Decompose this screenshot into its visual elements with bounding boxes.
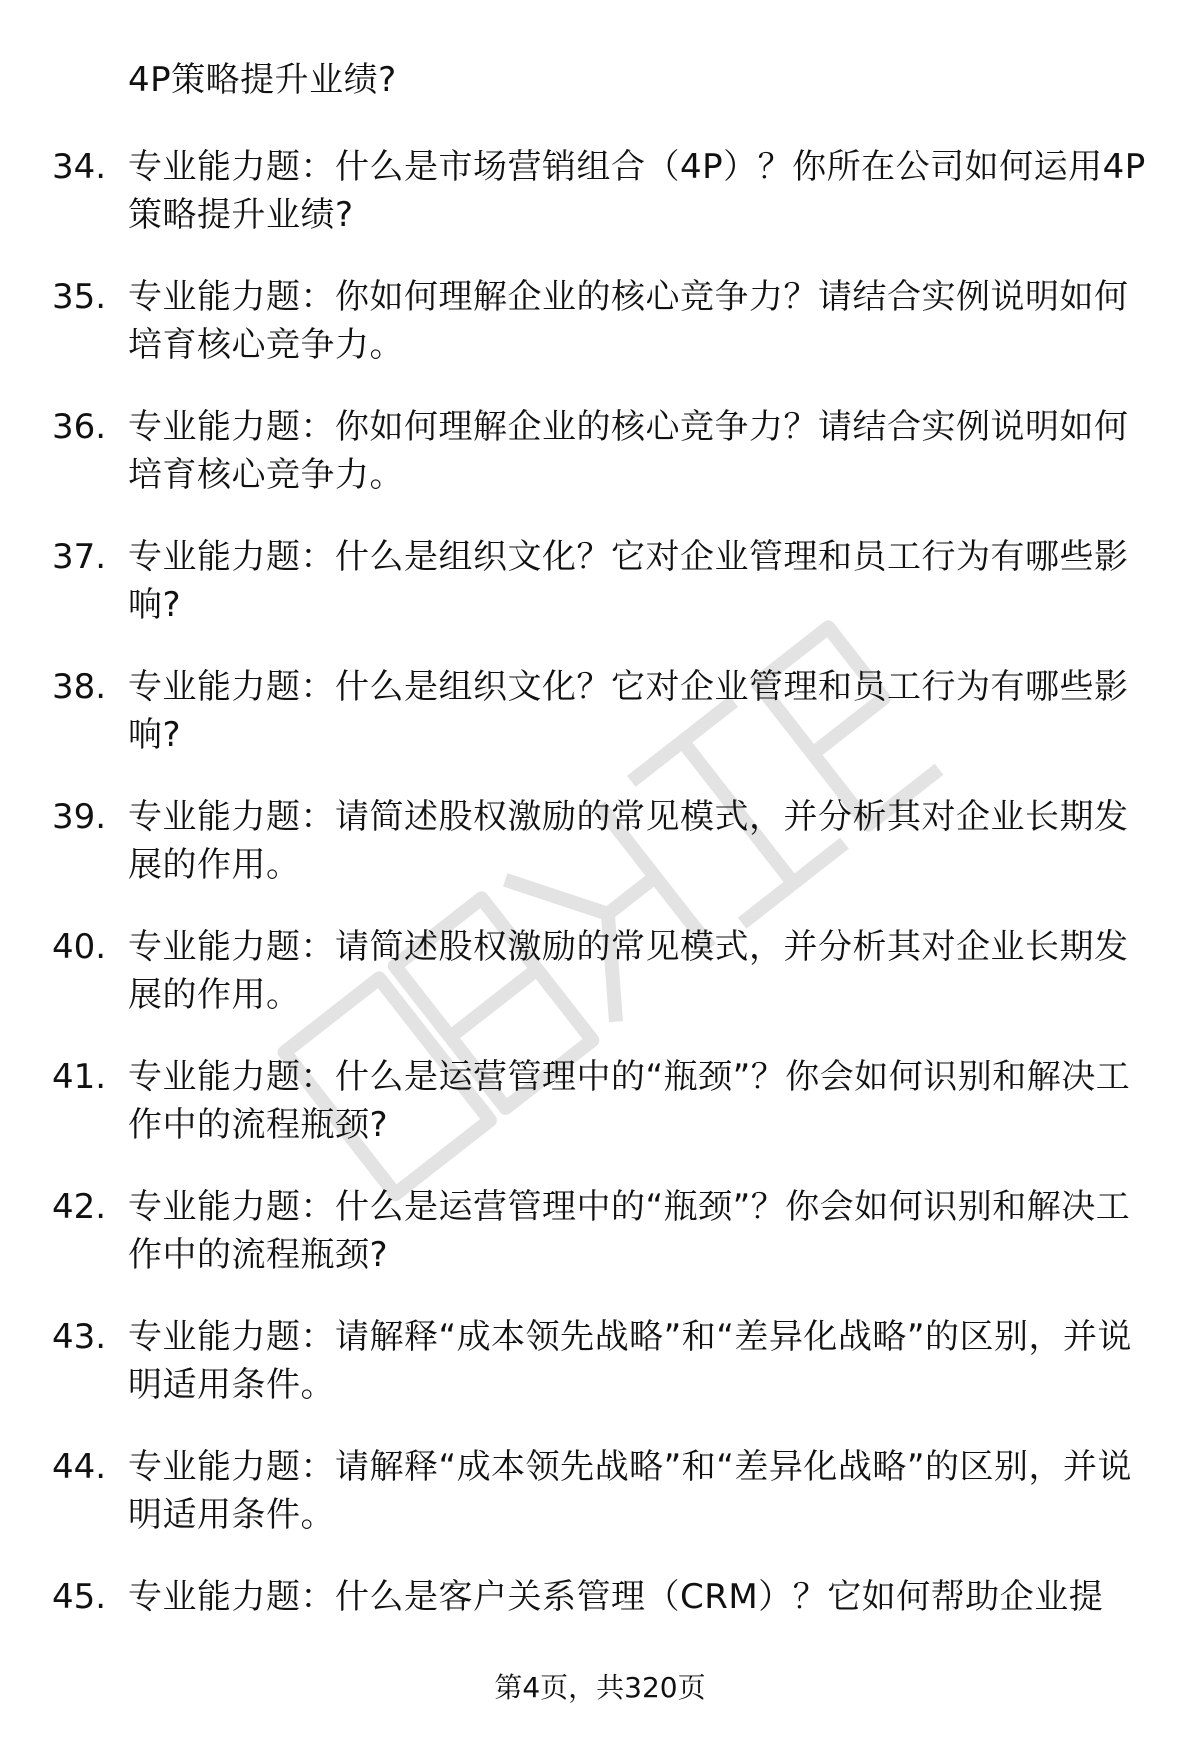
question-number: 35. xyxy=(52,277,107,317)
question-number: 41. xyxy=(52,1057,107,1097)
question-text: 专业能力题：什么是市场营销组合（4P）？你所在公司如何运用4P策略提升业绩? xyxy=(128,147,1146,235)
question-number: 39. xyxy=(52,797,107,837)
question-item xyxy=(0,403,1200,533)
question-number: 43. xyxy=(52,1317,107,1357)
question-item xyxy=(0,1313,1200,1443)
question-item xyxy=(0,1443,1200,1573)
question-number: 36. xyxy=(52,407,107,447)
continuation-text: 4P策略提升业绩? xyxy=(128,60,397,100)
question-item xyxy=(0,663,1200,793)
question-number: 38. xyxy=(52,667,107,707)
question-item xyxy=(0,923,1200,1053)
question-item xyxy=(0,143,1200,273)
question-item xyxy=(0,1053,1200,1183)
question-text: 专业能力题：请解释“成本领先战略”和“差异化战略”的区别，并说明适用条件。 xyxy=(128,1447,1132,1535)
question-number: 34. xyxy=(52,147,107,187)
question-list xyxy=(0,143,1200,1703)
page-footer: 第4页，共320页 xyxy=(494,1671,706,1704)
question-text: 专业能力题：什么是组织文化？它对企业管理和员工行为有哪些影响? xyxy=(128,537,1129,625)
question-text: 专业能力题：请简述股权激励的常见模式，并分析其对企业长期发展的作用。 xyxy=(128,797,1129,885)
question-number: 42. xyxy=(52,1187,107,1227)
question-text: 专业能力题：什么是运营管理中的“瓶颈”？你会如何识别和解决工作中的流程瓶颈? xyxy=(128,1057,1131,1145)
question-item xyxy=(0,1183,1200,1313)
question-text: 专业能力题：什么是运营管理中的“瓶颈”？你会如何识别和解决工作中的流程瓶颈? xyxy=(128,1187,1131,1275)
question-item xyxy=(0,273,1200,403)
question-item xyxy=(0,793,1200,923)
question-text: 专业能力题：请简述股权激励的常见模式，并分析其对企业长期发展的作用。 xyxy=(128,927,1129,1015)
question-item xyxy=(0,533,1200,663)
question-number: 45. xyxy=(52,1577,107,1617)
question-text: 专业能力题：你如何理解企业的核心竞争力？请结合实例说明如何培育核心竞争力。 xyxy=(128,407,1129,495)
question-number: 37. xyxy=(52,537,107,577)
question-text: 专业能力题：你如何理解企业的核心竞争力？请结合实例说明如何培育核心竞争力。 xyxy=(128,277,1129,365)
question-number: 40. xyxy=(52,927,107,967)
question-text: 专业能力题：什么是客户关系管理（CRM）？它如何帮助企业提 xyxy=(128,1577,1104,1617)
question-text: 专业能力题：什么是组织文化？它对企业管理和员工行为有哪些影响? xyxy=(128,667,1129,755)
question-text: 专业能力题：请解释“成本领先战略”和“差异化战略”的区别，并说明适用条件。 xyxy=(128,1317,1132,1405)
question-number: 44. xyxy=(52,1447,107,1487)
